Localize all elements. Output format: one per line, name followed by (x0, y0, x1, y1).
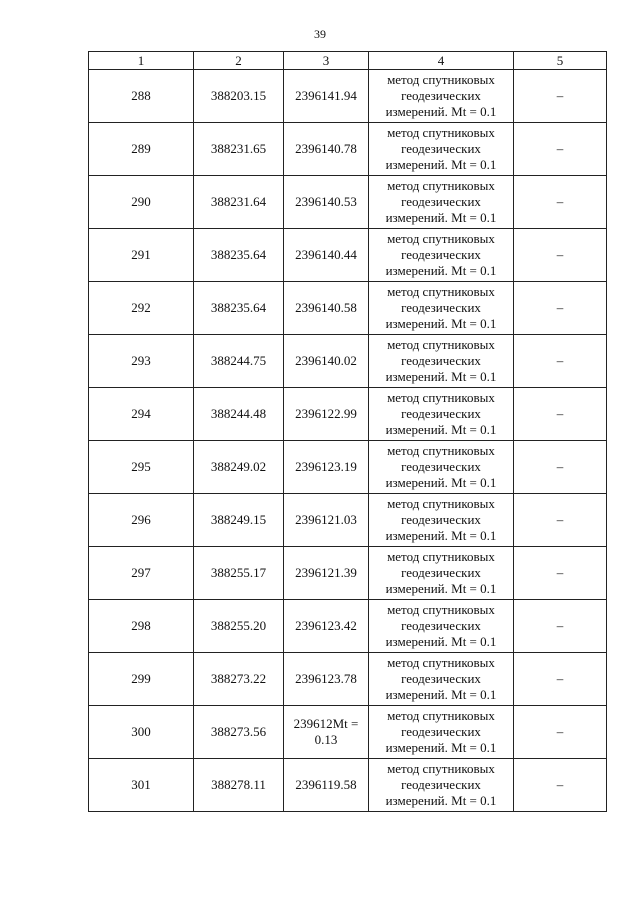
method-line: метод спутниковых (387, 178, 495, 193)
method-line: геодезических (401, 459, 481, 474)
method-cell (369, 229, 514, 282)
method-line: геодезических (401, 247, 481, 262)
table-row (89, 653, 607, 706)
table-body (89, 70, 607, 812)
note-cell: – (514, 282, 607, 335)
y-coordinate-cell: 2396141.94 (284, 70, 369, 123)
method-line: геодезических (401, 300, 481, 315)
x-coordinate-cell: 388273.22 (194, 653, 284, 706)
x-coordinate-cell: 388278.11 (194, 759, 284, 812)
method-line: измерений. Mt = 0.1 (385, 793, 497, 808)
x-coordinate-cell: 388244.75 (194, 335, 284, 388)
method-line: геодезических (401, 565, 481, 580)
method-line: измерений. Mt = 0.1 (385, 316, 497, 331)
y-coordinate-cell: 2396123.78 (284, 653, 369, 706)
x-coordinate-cell: 388244.48 (194, 388, 284, 441)
y-coordinate-cell: 2396121.39 (284, 547, 369, 600)
method-line: измерений. Mt = 0.1 (385, 422, 497, 437)
y-coordinate-cell: 2396123.19 (284, 441, 369, 494)
method-line: геодезических (401, 88, 481, 103)
method-cell (369, 335, 514, 388)
header-col-4: 4 (369, 52, 514, 70)
method-line: измерений. Mt = 0.1 (385, 475, 497, 490)
method-line: метод спутниковых (387, 72, 495, 87)
y-coordinate-cell: 2396140.53 (284, 176, 369, 229)
note-cell: – (514, 123, 607, 176)
table-row (89, 229, 607, 282)
point-number-cell: 298 (89, 600, 194, 653)
y-coordinate-cell: 2396140.02 (284, 335, 369, 388)
method-cell (369, 176, 514, 229)
x-coordinate-cell: 388235.64 (194, 229, 284, 282)
method-line: измерений. Mt = 0.1 (385, 740, 497, 755)
method-line: измерений. Mt = 0.1 (385, 687, 497, 702)
y-coordinate-cell: 2396140.44 (284, 229, 369, 282)
table-row (89, 123, 607, 176)
method-line: метод спутниковых (387, 549, 495, 564)
method-line: измерений. Mt = 0.1 (385, 634, 497, 649)
page-number: 39 (314, 27, 326, 41)
y-coordinate-cell: 2396123.42 (284, 600, 369, 653)
y-coordinate-cell: 2396140.78 (284, 123, 369, 176)
method-line: геодезических (401, 618, 481, 633)
note-cell: – (514, 759, 607, 812)
note-cell: – (514, 600, 607, 653)
point-number-cell: 294 (89, 388, 194, 441)
method-line: геодезических (401, 194, 481, 209)
header-col-2: 2 (194, 52, 284, 70)
table-row (89, 176, 607, 229)
point-number-cell: 301 (89, 759, 194, 812)
header-col-5: 5 (514, 52, 607, 70)
x-coordinate-cell: 388235.64 (194, 282, 284, 335)
note-cell: – (514, 70, 607, 123)
method-line: метод спутниковых (387, 390, 495, 405)
method-line: геодезических (401, 512, 481, 527)
note-cell: – (514, 706, 607, 759)
note-cell: – (514, 494, 607, 547)
x-coordinate-cell: 388231.65 (194, 123, 284, 176)
method-line: метод спутниковых (387, 708, 495, 723)
x-coordinate-cell: 388231.64 (194, 176, 284, 229)
x-coordinate-cell: 388255.17 (194, 547, 284, 600)
method-line: метод спутниковых (387, 496, 495, 511)
note-cell: – (514, 441, 607, 494)
header-col-3: 3 (284, 52, 369, 70)
y-coordinate-cell: 2396119.58 (284, 759, 369, 812)
table-row (89, 335, 607, 388)
coordinates-table (88, 51, 607, 812)
method-cell (369, 441, 514, 494)
method-line: метод спутниковых (387, 443, 495, 458)
point-number-cell: 290 (89, 176, 194, 229)
table-row (89, 600, 607, 653)
note-cell: – (514, 229, 607, 282)
method-line: метод спутниковых (387, 284, 495, 299)
x-coordinate-cell: 388273.56 (194, 706, 284, 759)
table-row (89, 282, 607, 335)
table-row (89, 70, 607, 123)
point-number-cell: 295 (89, 441, 194, 494)
point-number-cell: 292 (89, 282, 194, 335)
method-cell (369, 706, 514, 759)
y-coordinate-cell: 2396140.58 (284, 282, 369, 335)
point-number-cell: 297 (89, 547, 194, 600)
method-line: измерений. Mt = 0.1 (385, 581, 497, 596)
method-cell (369, 547, 514, 600)
point-number-cell: 288 (89, 70, 194, 123)
header-col-1: 1 (89, 52, 194, 70)
table-row (89, 441, 607, 494)
x-coordinate-cell: 388255.20 (194, 600, 284, 653)
method-line: метод спутниковых (387, 761, 495, 776)
method-line: метод спутниковых (387, 337, 495, 352)
method-cell (369, 282, 514, 335)
x-coordinate-cell: 388249.15 (194, 494, 284, 547)
method-line: метод спутниковых (387, 602, 495, 617)
note-cell: – (514, 388, 607, 441)
table-row (89, 494, 607, 547)
method-line: геодезических (401, 724, 481, 739)
point-number-cell: 296 (89, 494, 194, 547)
y-coordinate-cell: 2396122.99 (284, 388, 369, 441)
y-coordinate-cell: 2396121.03 (284, 494, 369, 547)
method-line: измерений. Mt = 0.1 (385, 157, 497, 172)
point-number-cell: 291 (89, 229, 194, 282)
table-row (89, 388, 607, 441)
method-cell (369, 600, 514, 653)
method-line: геодезических (401, 671, 481, 686)
method-cell (369, 388, 514, 441)
point-number-cell: 299 (89, 653, 194, 706)
note-cell: – (514, 335, 607, 388)
point-number-cell: 300 (89, 706, 194, 759)
method-line: геодезических (401, 777, 481, 792)
table-row (89, 706, 607, 759)
note-cell: – (514, 547, 607, 600)
table-row (89, 759, 607, 812)
method-cell (369, 653, 514, 706)
method-line: измерений. Mt = 0.1 (385, 369, 497, 384)
note-cell: – (514, 653, 607, 706)
method-line: измерений. Mt = 0.1 (385, 210, 497, 225)
method-line: измерений. Mt = 0.1 (385, 104, 497, 119)
table-row (89, 547, 607, 600)
x-coordinate-cell: 388249.02 (194, 441, 284, 494)
method-line: геодезических (401, 141, 481, 156)
method-line: измерений. Mt = 0.1 (385, 528, 497, 543)
point-number-cell: 289 (89, 123, 194, 176)
method-line: геодезических (401, 353, 481, 368)
note-cell: – (514, 176, 607, 229)
x-coordinate-cell: 388203.15 (194, 70, 284, 123)
method-line: метод спутниковых (387, 125, 495, 140)
point-number-cell: 293 (89, 335, 194, 388)
table-header-row (89, 52, 607, 70)
method-cell (369, 494, 514, 547)
method-line: измерений. Mt = 0.1 (385, 263, 497, 278)
method-cell (369, 70, 514, 123)
y-coordinate-cell: 239612Mt = 0.13 (284, 706, 369, 759)
method-cell (369, 759, 514, 812)
method-line: метод спутниковых (387, 231, 495, 246)
method-cell (369, 123, 514, 176)
method-line: геодезических (401, 406, 481, 421)
method-line: метод спутниковых (387, 655, 495, 670)
